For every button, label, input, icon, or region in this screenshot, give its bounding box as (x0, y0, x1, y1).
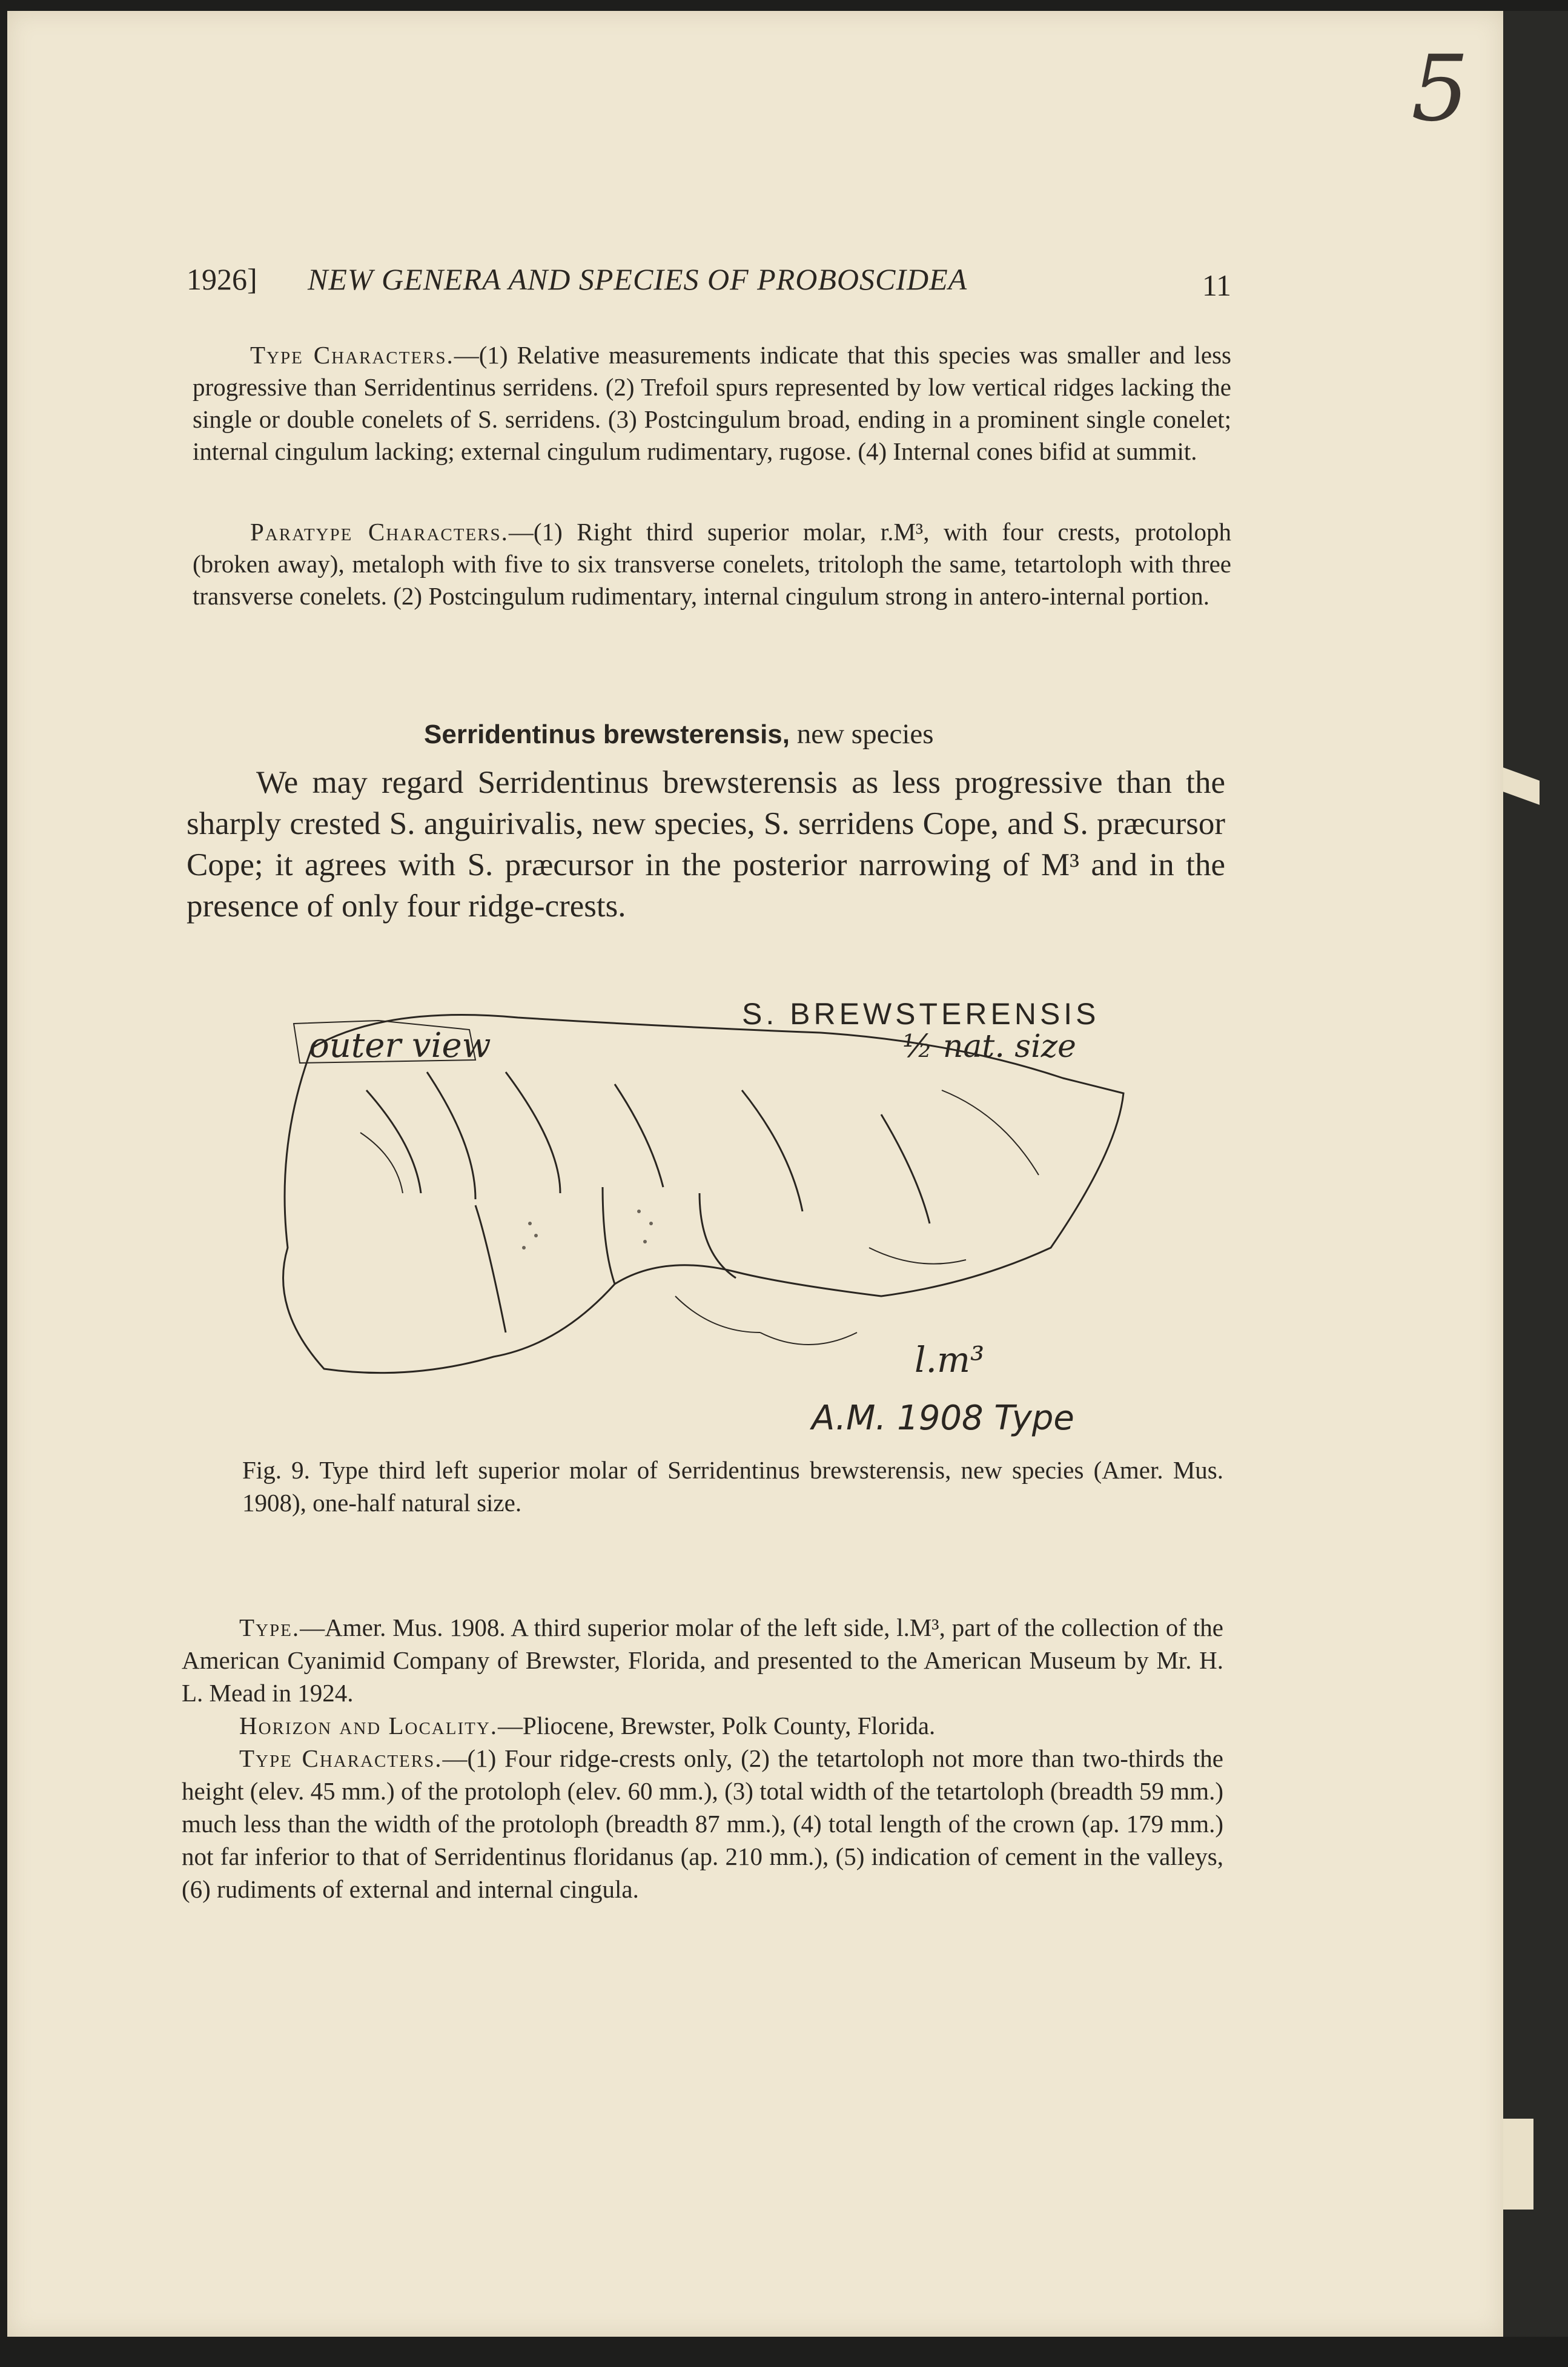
paragraph-label: Horizon and Locality. (239, 1712, 498, 1740)
species-heading (424, 718, 1090, 750)
header-title: NEW GENERA AND SPECIES OF PROBOSCIDEA (308, 262, 968, 296)
cingulum-lines (675, 1296, 857, 1345)
tooth-illustration (276, 993, 1136, 1448)
paragraph-text: —Amer. Mus. 1908. A third superior molar of the left side, l.M³, part of the collection of the American Cyanimid Company of Brewster, Florida, and presented to the American Museum by Mr. H. L. Mead in 1924. (182, 1614, 1223, 1707)
species-suffix: new species (790, 718, 934, 750)
tooth-outline (283, 1015, 1124, 1373)
figure-caption: Fig. 9. Type third left superior molar of Serridentinus brewsterensis, new species (Amer. Mus. 1908), one-half natural size. (242, 1456, 1223, 1517)
tooth-label: l.m³ (915, 1339, 985, 1380)
dark-background-edge (1503, 11, 1568, 2337)
intro-paragraph: We may regard Serridentinus brewsterensis as less progressive than the sharply crested S. anguirivalis, new species, S. serridens Cope, and S. præcursor Cope; it agrees with S. præcursor in the posterior narrowing of M³ and in the presence of only four ridge-crests. (187, 765, 1225, 924)
header-year: 1926] (187, 262, 257, 296)
handwritten-page-mark: 5 (1411, 36, 1469, 142)
page-number: 11 (1202, 268, 1231, 302)
paragraph-label: Paratype Characters. (250, 518, 509, 546)
paragraph-text: —(1) Four ridge-crests only, (2) the tetartoloph not more than two-thirds the height (elev. 45 mm.) of the protoloph (elev. 60 mm.), (3) total width of the tetartoloph (breadth 59 mm.) much less than the width of the protoloph (breadth 87 mm.), (4) total length of the crown (ap. 179 mm.) not far inferior to that of Serridentinus floridanus (ap. 210 mm.), (5) indication of cement in the valleys, (6) rudiments of external and internal cingula. (182, 1744, 1223, 1903)
paragraph-label: Type Characters. (250, 341, 454, 369)
paragraph-label: Type Characters. (239, 1744, 443, 1772)
paratype-characters-paragraph (193, 516, 1231, 612)
valley-lines (475, 1187, 736, 1332)
view-label: outer view (309, 1026, 491, 1065)
surface-detail (360, 1090, 1039, 1264)
specimen-label: A.M. 1908 Type (812, 1399, 1074, 1438)
figure-title: S. BREWSTERENSIS (742, 997, 1100, 1031)
paragraph-text: —Pliocene, Brewster, Polk County, Florida. (498, 1712, 936, 1740)
running-header (187, 262, 1231, 310)
paragraph-label: Type. (239, 1614, 300, 1641)
type-characters-paragraph-2 (182, 1742, 1223, 1905)
torn-edge (1503, 2119, 1533, 2210)
paragraph-text: —(1) Right third superior molar, r.M³, with four crests, protoloph (broken away), metaloph with five to six transverse conelets, tritoloph the same, tetartoloph with three transverse conelets. (2) Postcingulum rudimentary, internal cingulum strong in antero-internal portion. (193, 518, 1232, 610)
type-characters-paragraph (193, 339, 1231, 468)
horizon-paragraph (182, 1709, 1223, 1742)
scale-label: ½ nat. size (902, 1028, 1076, 1065)
paragraph-text: —(1) Relative measurements indicate that this species was smaller and less progressive than Serridentinus serridens. (2) Trefoil spurs represented by low vertical ridges lacking the single or double conelets of S. serridens. (3) Postcingulum broad, ending in a prominent single conelet; internal cingulum lacking; external cingulum rudimentary, rugose. (4) Internal cones bifid at summit. (193, 341, 1232, 465)
species-name: Serridentinus brewsterensis, (424, 720, 790, 749)
cusp-ridges (366, 1072, 930, 1223)
type-paragraph (182, 1611, 1223, 1709)
